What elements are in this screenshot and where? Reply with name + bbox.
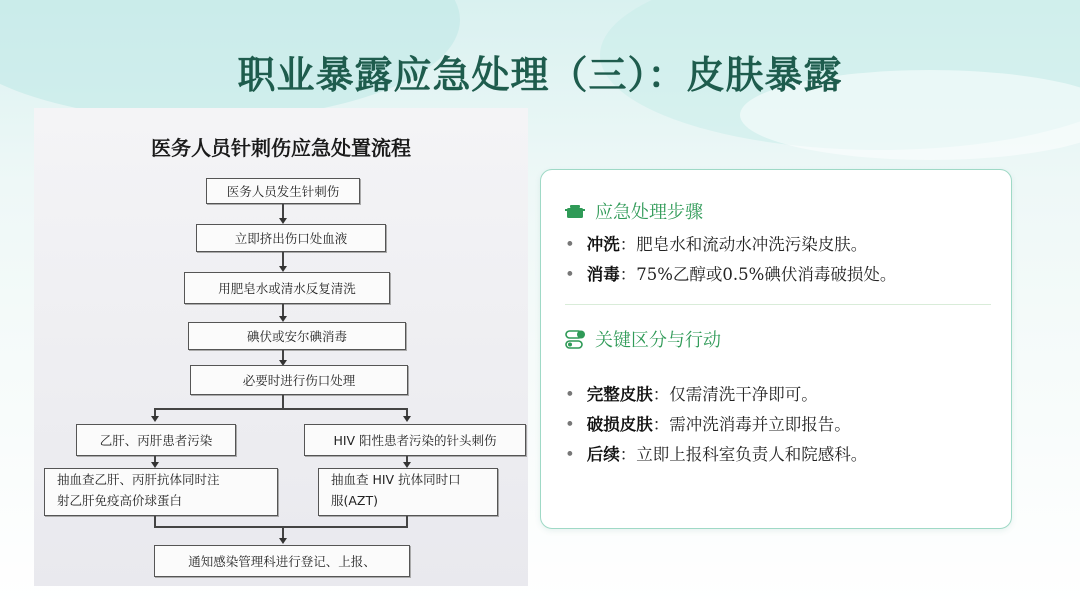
- bullet: •: [565, 415, 575, 434]
- item-label: 消毒: [586, 265, 620, 284]
- connector: [406, 516, 408, 526]
- connector: [154, 526, 408, 528]
- flow-final: 通知感染管理科进行登记、上报、: [154, 545, 410, 577]
- steps-list: [565, 230, 896, 290]
- item-text: ：仅需清洗干净即可。: [652, 385, 818, 404]
- flow-action-left-line2: 射乙肝免疫高价球蛋白: [57, 493, 183, 508]
- flow-branch-left: 乙肝、丙肝患者污染: [76, 424, 236, 456]
- flow-step-1: 医务人员发生针刺伤: [206, 178, 360, 204]
- item-text: ：需冲洗消毒并立即报告。: [652, 415, 851, 434]
- info-card: [540, 169, 1012, 529]
- bullet: •: [565, 235, 575, 254]
- list-item: [565, 380, 867, 410]
- item-label: 破损皮肤: [586, 415, 653, 434]
- slide-title: 职业暴露应急处理（三）：皮肤暴露: [237, 53, 843, 97]
- pot-icon: [565, 201, 585, 221]
- connector: [282, 395, 284, 409]
- section-heading-actions: [565, 326, 721, 352]
- flow-action-right: [318, 468, 498, 516]
- flow-step-4: 碘伏或安尔碘消毒: [188, 322, 406, 350]
- bullet: •: [565, 265, 575, 284]
- actions-list: [565, 380, 867, 470]
- flow-action-right-line2: 服(AZT): [331, 493, 379, 508]
- arrow-down-icon: [279, 538, 287, 544]
- item-text: ：立即上报科室负责人和院感科。: [619, 445, 868, 464]
- section-heading-text: 关键区分与行动: [595, 330, 721, 351]
- arrow-down-icon: [151, 416, 159, 422]
- flow-action-left-line1: 抽血查乙肝、丙肝抗体同时注: [57, 472, 220, 487]
- flowchart-image: [34, 108, 528, 586]
- connector: [154, 408, 408, 410]
- section-heading-steps: [565, 198, 703, 224]
- list-item: [565, 230, 896, 260]
- item-text: ：75%乙醇或0.5%碘伏消毒破损处。: [619, 265, 897, 284]
- flow-step-3: 用肥皂水或清水反复清洗: [184, 272, 390, 304]
- flow-action-right-line1: 抽血查 HIV 抗体同时口: [331, 472, 461, 487]
- section-heading-text: 应急处理步骤: [595, 202, 703, 223]
- list-item: [565, 410, 867, 440]
- connector: [154, 516, 156, 526]
- toggle-icon: [565, 329, 585, 349]
- list-item: [565, 260, 896, 290]
- item-text: ：肥皂水和流动水冲洗污染皮肤。: [619, 235, 868, 254]
- section-divider: [565, 304, 991, 305]
- item-label: 后续: [586, 445, 620, 464]
- flowchart-title: 医务人员针刺伤应急处置流程: [151, 136, 411, 160]
- list-item: [565, 440, 867, 470]
- flow-action-left: [44, 468, 278, 516]
- bullet: •: [565, 385, 575, 404]
- flow-step-2: 立即挤出伤口处血液: [196, 224, 386, 252]
- arrow-down-icon: [403, 416, 411, 422]
- flow-step-5: 必要时进行伤口处理: [190, 365, 408, 395]
- bullet: •: [565, 445, 575, 464]
- item-label: 完整皮肤: [586, 385, 653, 404]
- item-label: 冲洗: [586, 235, 620, 254]
- flow-branch-right: HIV 阳性患者污染的针头刺伤: [304, 424, 526, 456]
